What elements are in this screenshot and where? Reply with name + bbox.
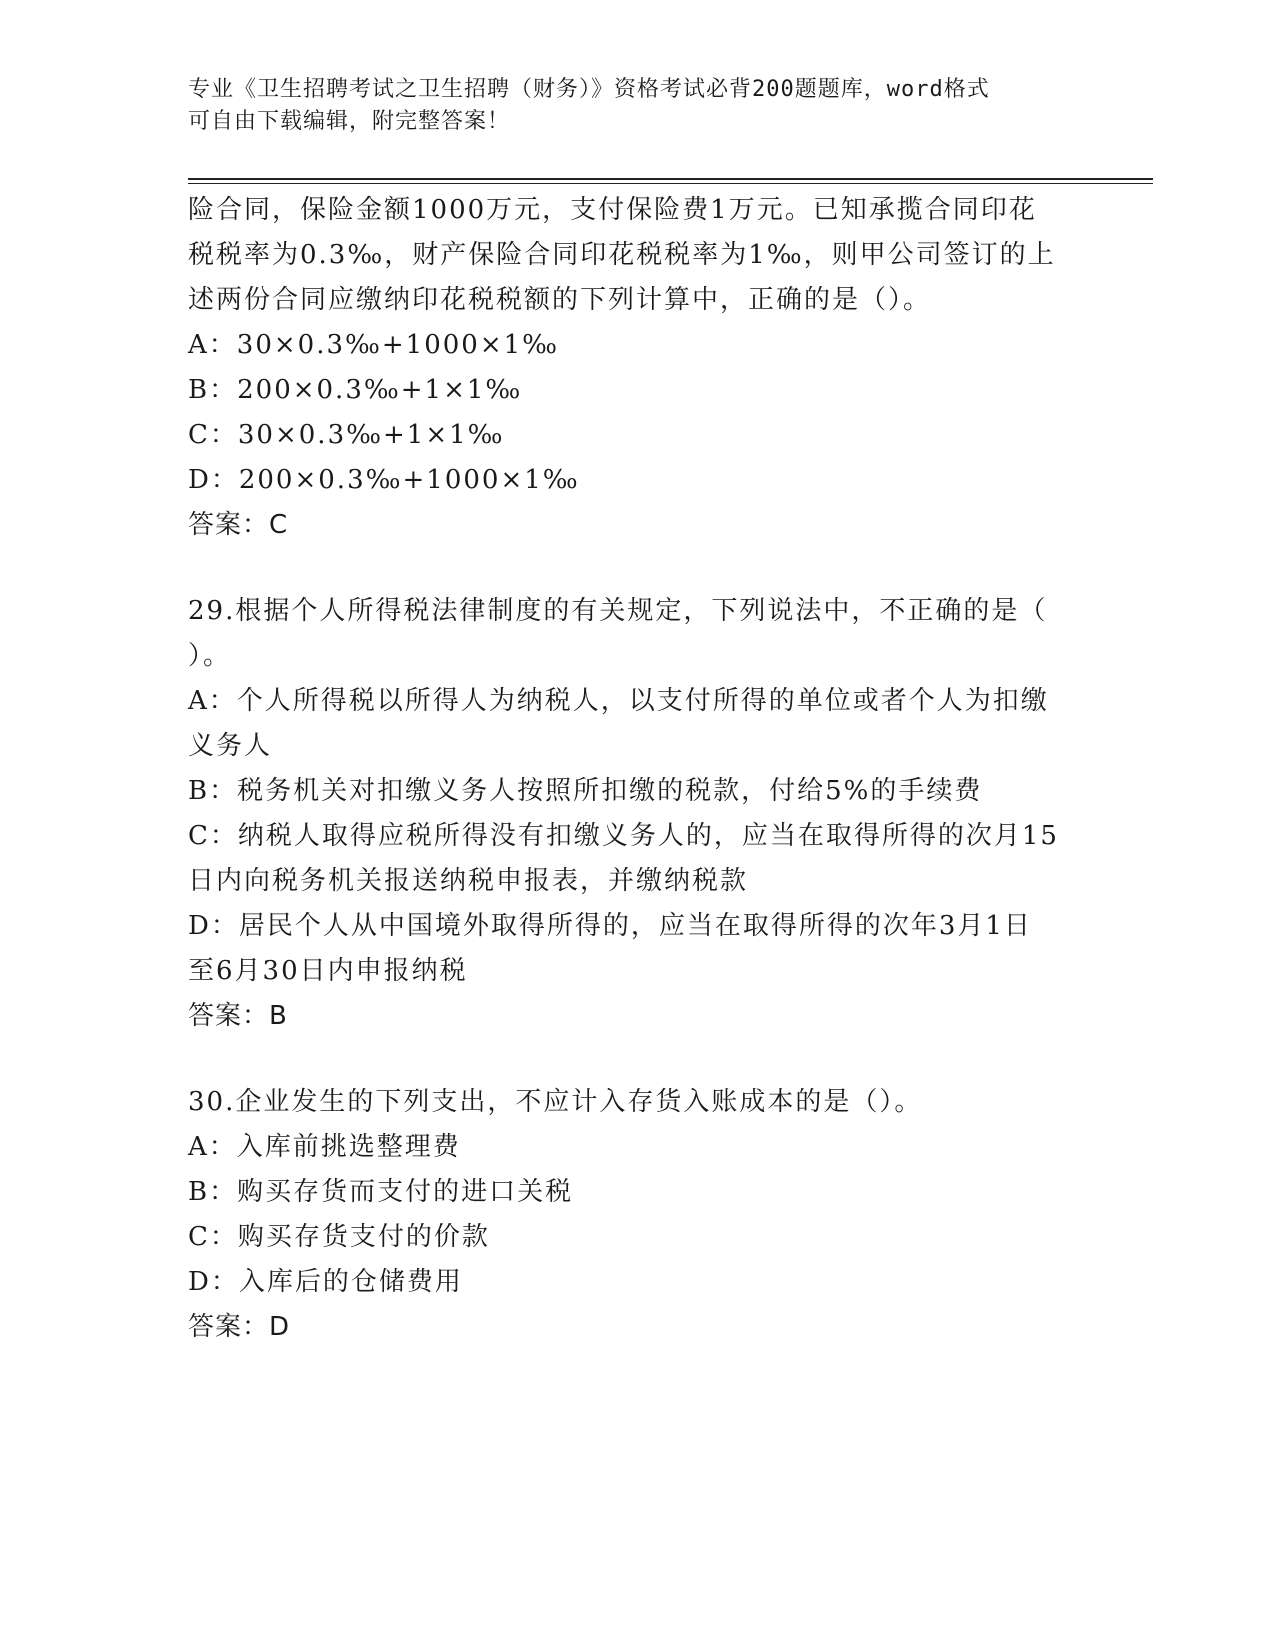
question-stem-line: 税税率为0.3‰，财产保险合同印花税税率为1‰，则甲公司签订的上	[188, 240, 1056, 270]
question-stem-line: 述两份合同应缴纳印花税税额的下列计算中，正确的是（）。	[188, 285, 932, 315]
header-divider-thin	[188, 183, 1153, 184]
header-divider-thick	[188, 178, 1153, 180]
option-c: C：30×0.3‰+1×1‰	[188, 420, 505, 450]
option-b: B：200×0.3‰+1×1‰	[188, 375, 523, 405]
question-spacer	[188, 1039, 1088, 1080]
option-a-continued: 义务人	[188, 731, 273, 761]
option-a: A：入库前挑选整理费	[188, 1132, 461, 1162]
option-c: C：购买存货支付的价款	[188, 1222, 490, 1252]
document-header	[188, 74, 1068, 138]
document-body	[188, 188, 1088, 1350]
question-29	[188, 589, 1088, 1039]
option-a: A：个人所得税以所得人为纳税人，以支付所得的单位或者个人为扣缴	[188, 686, 1049, 716]
question-30	[188, 1080, 1088, 1350]
header-title-line2: 可自由下载编辑，附完整答案！	[188, 109, 511, 134]
option-d: D：200×0.3‰+1000×1‰	[188, 465, 580, 495]
question-stem-line: ）。	[188, 641, 232, 671]
option-c: C：纳税人取得应税所得没有扣缴义务人的，应当在取得所得的次月15	[188, 821, 1059, 851]
question-stem-line: 30.企业发生的下列支出，不应计入存货入账成本的是（）。	[188, 1087, 923, 1117]
option-b: B：税务机关对扣缴义务人按照所扣缴的税款，付给5%的手续费	[188, 776, 983, 806]
option-d-continued: 至6月30日内申报纳税	[188, 956, 468, 986]
question-stem-line: 险合同，保险金额1000万元，支付保险费1万元。已知承揽合同印花	[188, 195, 1037, 225]
answer-line: 答案：C	[188, 510, 289, 540]
question-spacer	[188, 548, 1088, 589]
answer-line: 答案：B	[188, 1001, 288, 1031]
option-a: A：30×0.3‰+1000×1‰	[188, 330, 560, 360]
option-d: D：入库后的仓储费用	[188, 1267, 463, 1297]
header-title-line1: 专业《卫生招聘考试之卫生招聘（财务）》资格考试必背200题题库，word格式	[188, 77, 990, 102]
question-stem-line: 29.根据个人所得税法律制度的有关规定，下列说法中，不正确的是（	[188, 596, 1048, 626]
option-d: D：居民个人从中国境外取得所得的，应当在取得所得的次年3月1日	[188, 911, 1032, 941]
option-c-continued: 日内向税务机关报送纳税申报表，并缴纳税款	[188, 866, 749, 896]
answer-line: 答案：D	[188, 1312, 291, 1342]
question-28	[188, 188, 1088, 548]
option-b: B：购买存货而支付的进口关税	[188, 1177, 574, 1207]
